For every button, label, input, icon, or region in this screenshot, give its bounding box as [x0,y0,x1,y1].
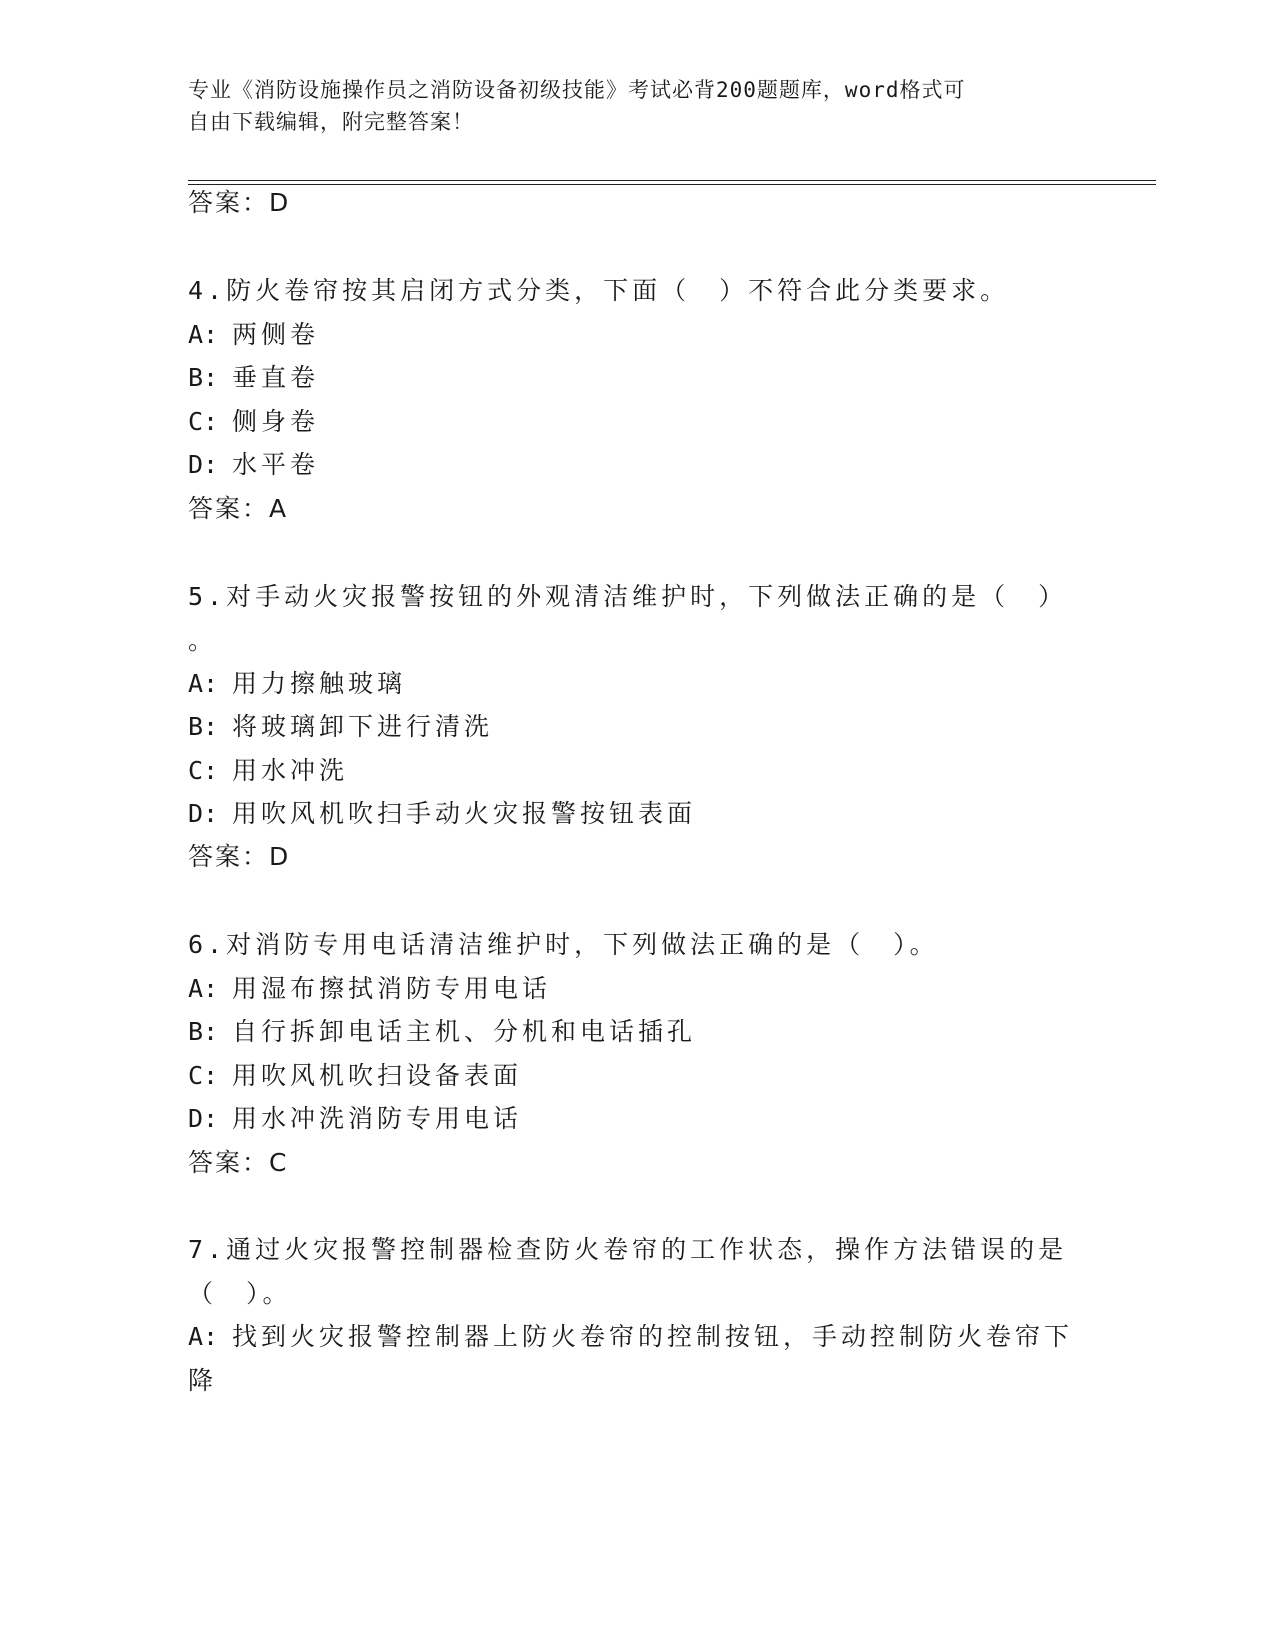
option-text: 用吹风机吹扫设备表面 [232,1061,523,1090]
option-5-c [188,754,348,788]
option-key: D: [188,450,219,479]
option-7-a-cont: 降 [188,1366,218,1395]
option-5-a [188,667,406,701]
option-4-b [188,361,319,395]
option-text: 用吹风机吹扫手动火灾报警按钮表面 [232,799,697,828]
option-6-a [188,972,551,1006]
question-stem-5: 5.对手动火灾报警按钮的外观清洁维护时，下列做法正确的是（ ） [188,582,1068,611]
option-key: A: [188,320,219,349]
question-stem-7: 7.通过火灾报警控制器检查防火卷帘的工作状态，操作方法错误的是 [188,1235,1068,1264]
question-stem-5-cont: 。 [188,626,218,655]
option-6-c [188,1059,522,1093]
option-7-a [188,1320,1073,1354]
option-text: 两侧卷 [232,320,320,349]
question-stem-7-cont: （ ）。 [188,1279,292,1308]
option-key: B: [188,1017,219,1046]
document-header [188,74,1068,138]
option-5-d [188,797,696,831]
option-key: A: [188,1322,219,1351]
option-key: C: [188,407,219,436]
header-divider [188,180,1156,181]
question-stem-6: 6.对消防专用电话清洁维护时，下列做法正确的是（ ）。 [188,930,939,959]
option-key: D: [188,1104,219,1133]
option-key: B: [188,363,219,392]
answer-prev: 答案：D [188,188,291,217]
option-key: B: [188,712,219,741]
answer-4: 答案：A [188,494,289,523]
option-text: 水平卷 [232,450,320,479]
option-text: 用力擦触玻璃 [232,669,407,698]
header-line-1: 专业《消防设施操作员之消防设备初级技能》考试必背200题题库，word格式可 [188,78,966,102]
option-key: C: [188,1061,219,1090]
option-6-b [188,1015,696,1049]
option-text: 垂直卷 [232,363,320,392]
question-stem-4: 4.防火卷帘按其启闭方式分类，下面（ ）不符合此分类要求。 [188,276,1010,305]
option-6-d [188,1102,522,1136]
option-key: A: [188,974,219,1003]
option-key: A: [188,669,219,698]
option-text: 用水冲洗 [232,756,349,785]
option-text: 侧身卷 [232,407,320,436]
option-4-c [188,405,319,439]
option-text: 用水冲洗消防专用电话 [232,1104,523,1133]
option-key: C: [188,756,219,785]
header-divider-secondary [188,184,1156,185]
option-text: 将玻璃卸下进行清洗 [232,712,494,741]
option-text: 找到火灾报警控制器上防火卷帘的控制按钮，手动控制防火卷帘下 [232,1322,1074,1351]
answer-6: 答案：C [188,1148,289,1177]
option-4-a [188,318,319,352]
option-text: 自行拆卸电话主机、分机和电话插孔 [232,1017,697,1046]
option-text: 用湿布擦拭消防专用电话 [232,974,552,1003]
option-4-d [188,448,319,482]
header-line-2: 自由下载编辑，附完整答案！ [188,110,474,134]
option-5-b [188,710,493,744]
answer-5: 答案：D [188,842,291,871]
option-key: D: [188,799,219,828]
